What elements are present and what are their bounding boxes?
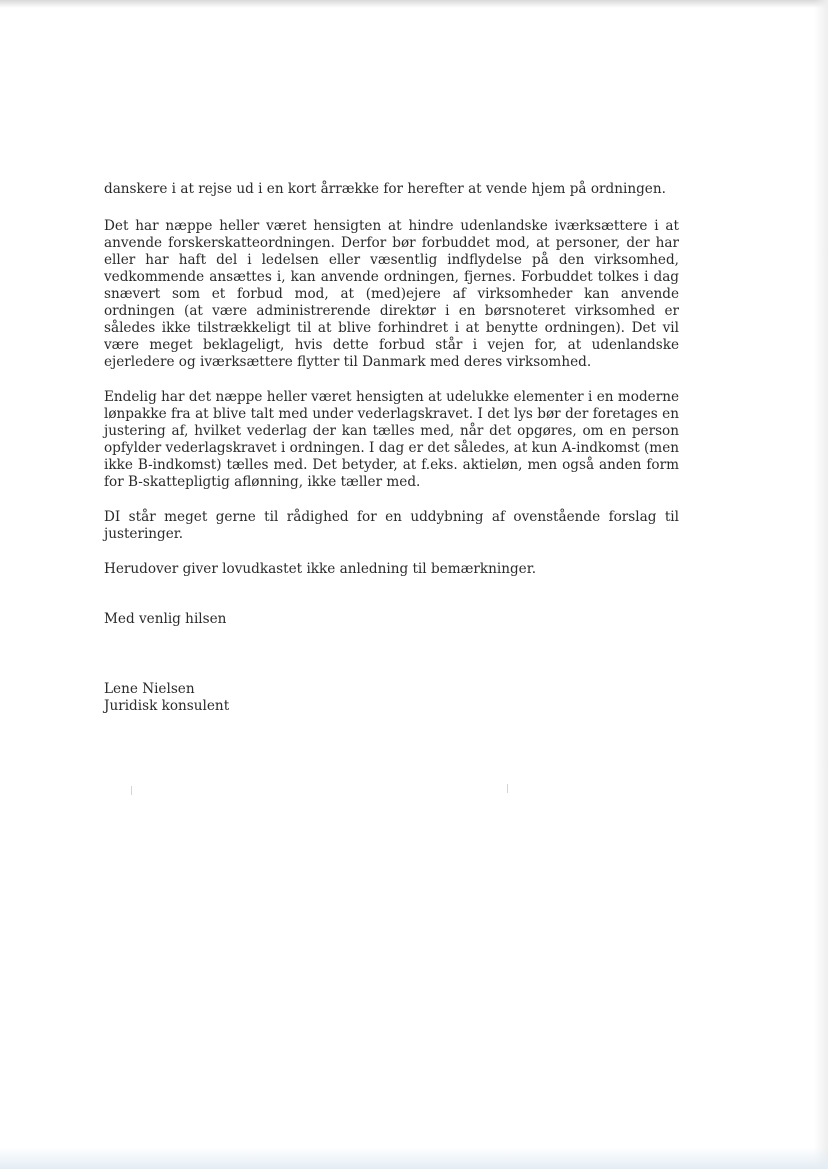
paragraph-continuation: danskere i at rejse ud i en kort årrække for herefter at vende hjem på ordningen. [104,181,666,197]
scan-right-edge [814,0,828,1169]
signature-block [104,681,679,715]
scan-bottom-edge [0,1147,828,1169]
paragraph-availability: DI står meget gerne til rådighed for en uddybning af ovenstående forslag til justeringer. [104,509,679,542]
scan-speck [507,784,508,793]
paragraph-entrepreneurs: Det har næppe heller været hensigten at hindre udenlandske iværksættere i at anvende forskerskatteordningen. Derfor bør forbuddet mod, at personer, der har eller har haft del i ledelsen eller væsentlig indflydelse på den virksomhed, vedkommende ansættes i, kan anvende ordningen, fjernes. Forbuddet tolkes i dag snævert som et forbud mod, at (med)ejere af virksomheder kan anvende ordningen (at være administrerende direktør i en børsnoteret virksomhed er således ikke tilstrækkeligt til at blive forhindret i at benytte ordningen). Det vil være meget beklageligt, hvis dette forbud står i vejen for, at udenlandske ejerledere og iværksættere flytter til Danmark med deres virksomhed. [104,218,679,370]
scan-speck [131,786,132,795]
closing-salutation: Med venlig hilsen [104,611,227,627]
signature-title: Juridisk konsulent [104,698,230,714]
letter-body [104,181,679,715]
signature-name: Lene Nielsen [104,681,195,697]
paragraph-no-further-remarks: Herudover giver lovudkastet ikke anledning til bemærkninger. [104,561,537,577]
scan-top-edge [0,0,828,8]
paragraph-salary-requirement: Endelig har det næppe heller været hensigten at udelukke elementer i en moderne lønpakke fra at blive talt med under vederlagskravet. I det lys bør der foretages en justering af, hvilket vederlag der kan tælles med, når det opgøres, om en person opfylder vederlagskravet i ordningen. I dag er det således, at kun A-indkomst (men ikke B-indkomst) tælles med. Det betyder, at f.eks. aktieløn, men også anden form for B-skattepligtig aflønning, ikke tæller med. [104,389,679,490]
